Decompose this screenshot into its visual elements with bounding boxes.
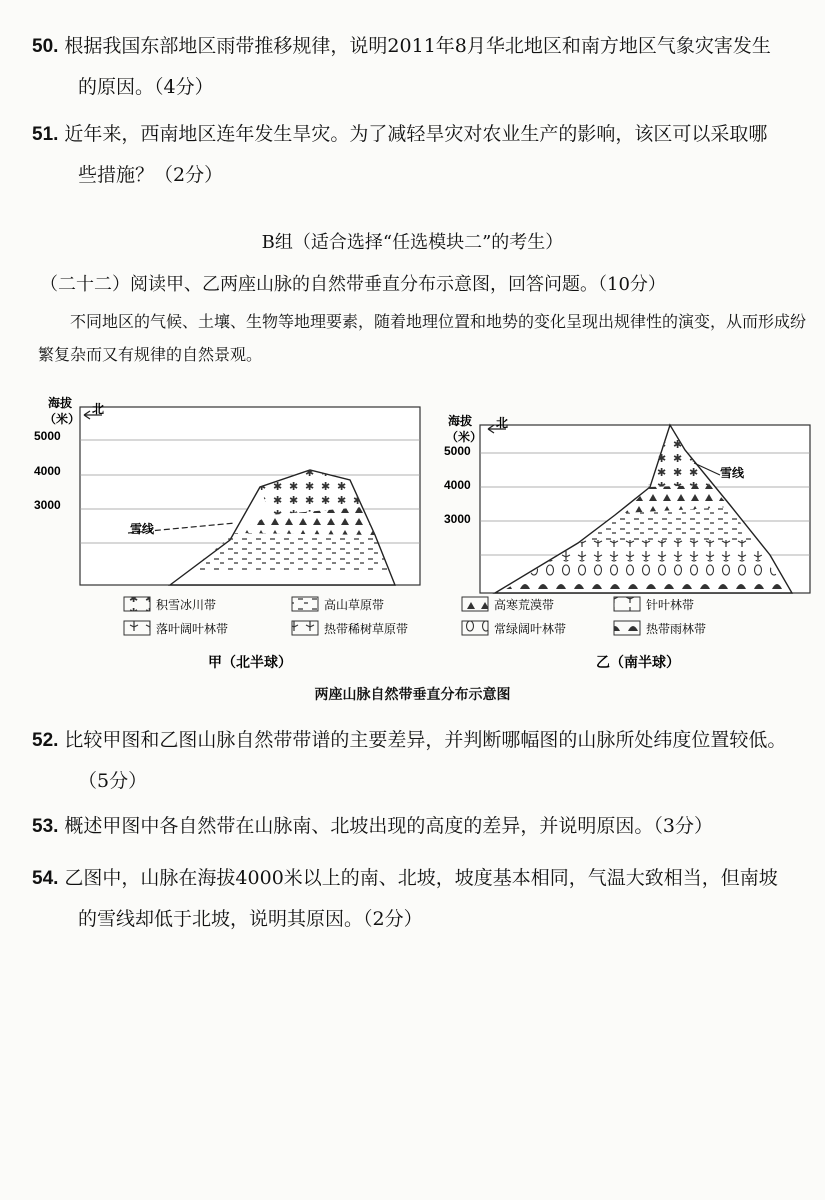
question-number: 51. [32,124,59,145]
question-number: 50. [32,36,59,57]
question-text: 近年来，西南地区连年发生旱灾。为了减轻旱灾对农业生产的影响，该区可以采取哪 [64,123,768,145]
question-text-cont: 的原因。（4分） [78,76,214,98]
question-53 [32,806,812,847]
legend-swatch [462,597,488,611]
axis-label: 海拔 [448,414,473,428]
legend-swatch [462,621,488,635]
legend-swatch [292,621,318,635]
question-text-cont: （5分） [78,770,148,792]
intro-paragraph: 不同地区的气候、土壤、生物等地理要素，随着地理位置和地势的变化呈现出规律性的演变，从而形成纷繁复杂而又有规律的自然景观。 [38,312,807,364]
legend-swatch [292,597,318,611]
legend-label: 热带稀树草原带 [324,622,409,636]
tick-label: 4000 [444,478,471,492]
axis-unit: （米） [44,412,81,426]
legend [124,597,706,636]
tick-label: 5000 [444,444,471,458]
question-text-cont: 的雪线却低于北坡，说明其原因。（2分） [78,908,423,930]
question-50 [32,26,812,107]
question-text-cont: 些措施？（2分） [78,164,224,186]
section-heading: （二十二）阅读甲、乙两座山脉的自然带垂直分布示意图，回答问题。（10分） [40,274,666,295]
tick-label: 4000 [34,464,61,478]
legend-label: 积雪冰川带 [156,598,217,612]
legend-label: 热带雨林带 [646,622,707,636]
axis-label: 海拔 [48,396,73,410]
question-text: 比较甲图和乙图山脉自然带带谱的主要差异，并判断哪幅图的山脉所处纬度位置较低。 [64,729,787,751]
north-label: 北 [496,416,509,430]
snowline-label: 雪线 [130,522,155,536]
left-panel [34,395,420,585]
question-number: 54. [32,868,59,889]
conifer-band [550,540,765,560]
legend-label: 高山草原带 [324,598,385,612]
legend-swatch [614,597,640,611]
legend-label: 常绿阔叶林带 [494,622,567,636]
north-label: 北 [92,402,105,416]
question-52 [32,720,812,801]
tick-label: 3000 [34,498,61,512]
question-54 [32,858,812,939]
tick-label: 3000 [444,512,471,526]
question-text: 乙图中，山脉在海拔4000米以上的南、北坡，坡度基本相同，气温大致相当，但南坡 [64,867,778,889]
legend-label: 高寒荒漠带 [494,598,555,612]
legend-label: 落叶阔叶林带 [156,622,229,636]
vertical-zonation-figure [30,395,820,705]
right-panel [444,413,810,593]
question-number: 53. [32,816,59,837]
tick-label: 5000 [34,429,61,443]
legend-label: 针叶林带 [646,598,695,612]
legend-swatch [124,621,150,635]
question-51 [32,114,812,195]
group-title: B组（适合选择“任选模块二”的考生） [261,232,564,253]
legend-swatch [614,621,640,635]
question-text: 根据我国东部地区雨带推移规律，说明2011年8月华北地区和南方地区气象灾害发生 [64,35,771,57]
evergreen-band [525,560,778,577]
rainforest-band [500,577,792,593]
question-number: 52. [32,730,59,751]
snowline-label: 雪线 [720,466,745,480]
right-panel-label: 乙（南半球） [596,655,680,671]
figure-caption: 两座山脉自然带垂直分布示意图 [314,687,511,703]
question-text: 概述甲图中各自然带在山脉南、北坡出现的高度的差异，并说明原因。（3分） [64,815,714,837]
legend-swatch [124,597,150,611]
axis-unit: （米） [446,430,483,444]
left-panel-label: 甲（北半球） [208,655,292,671]
